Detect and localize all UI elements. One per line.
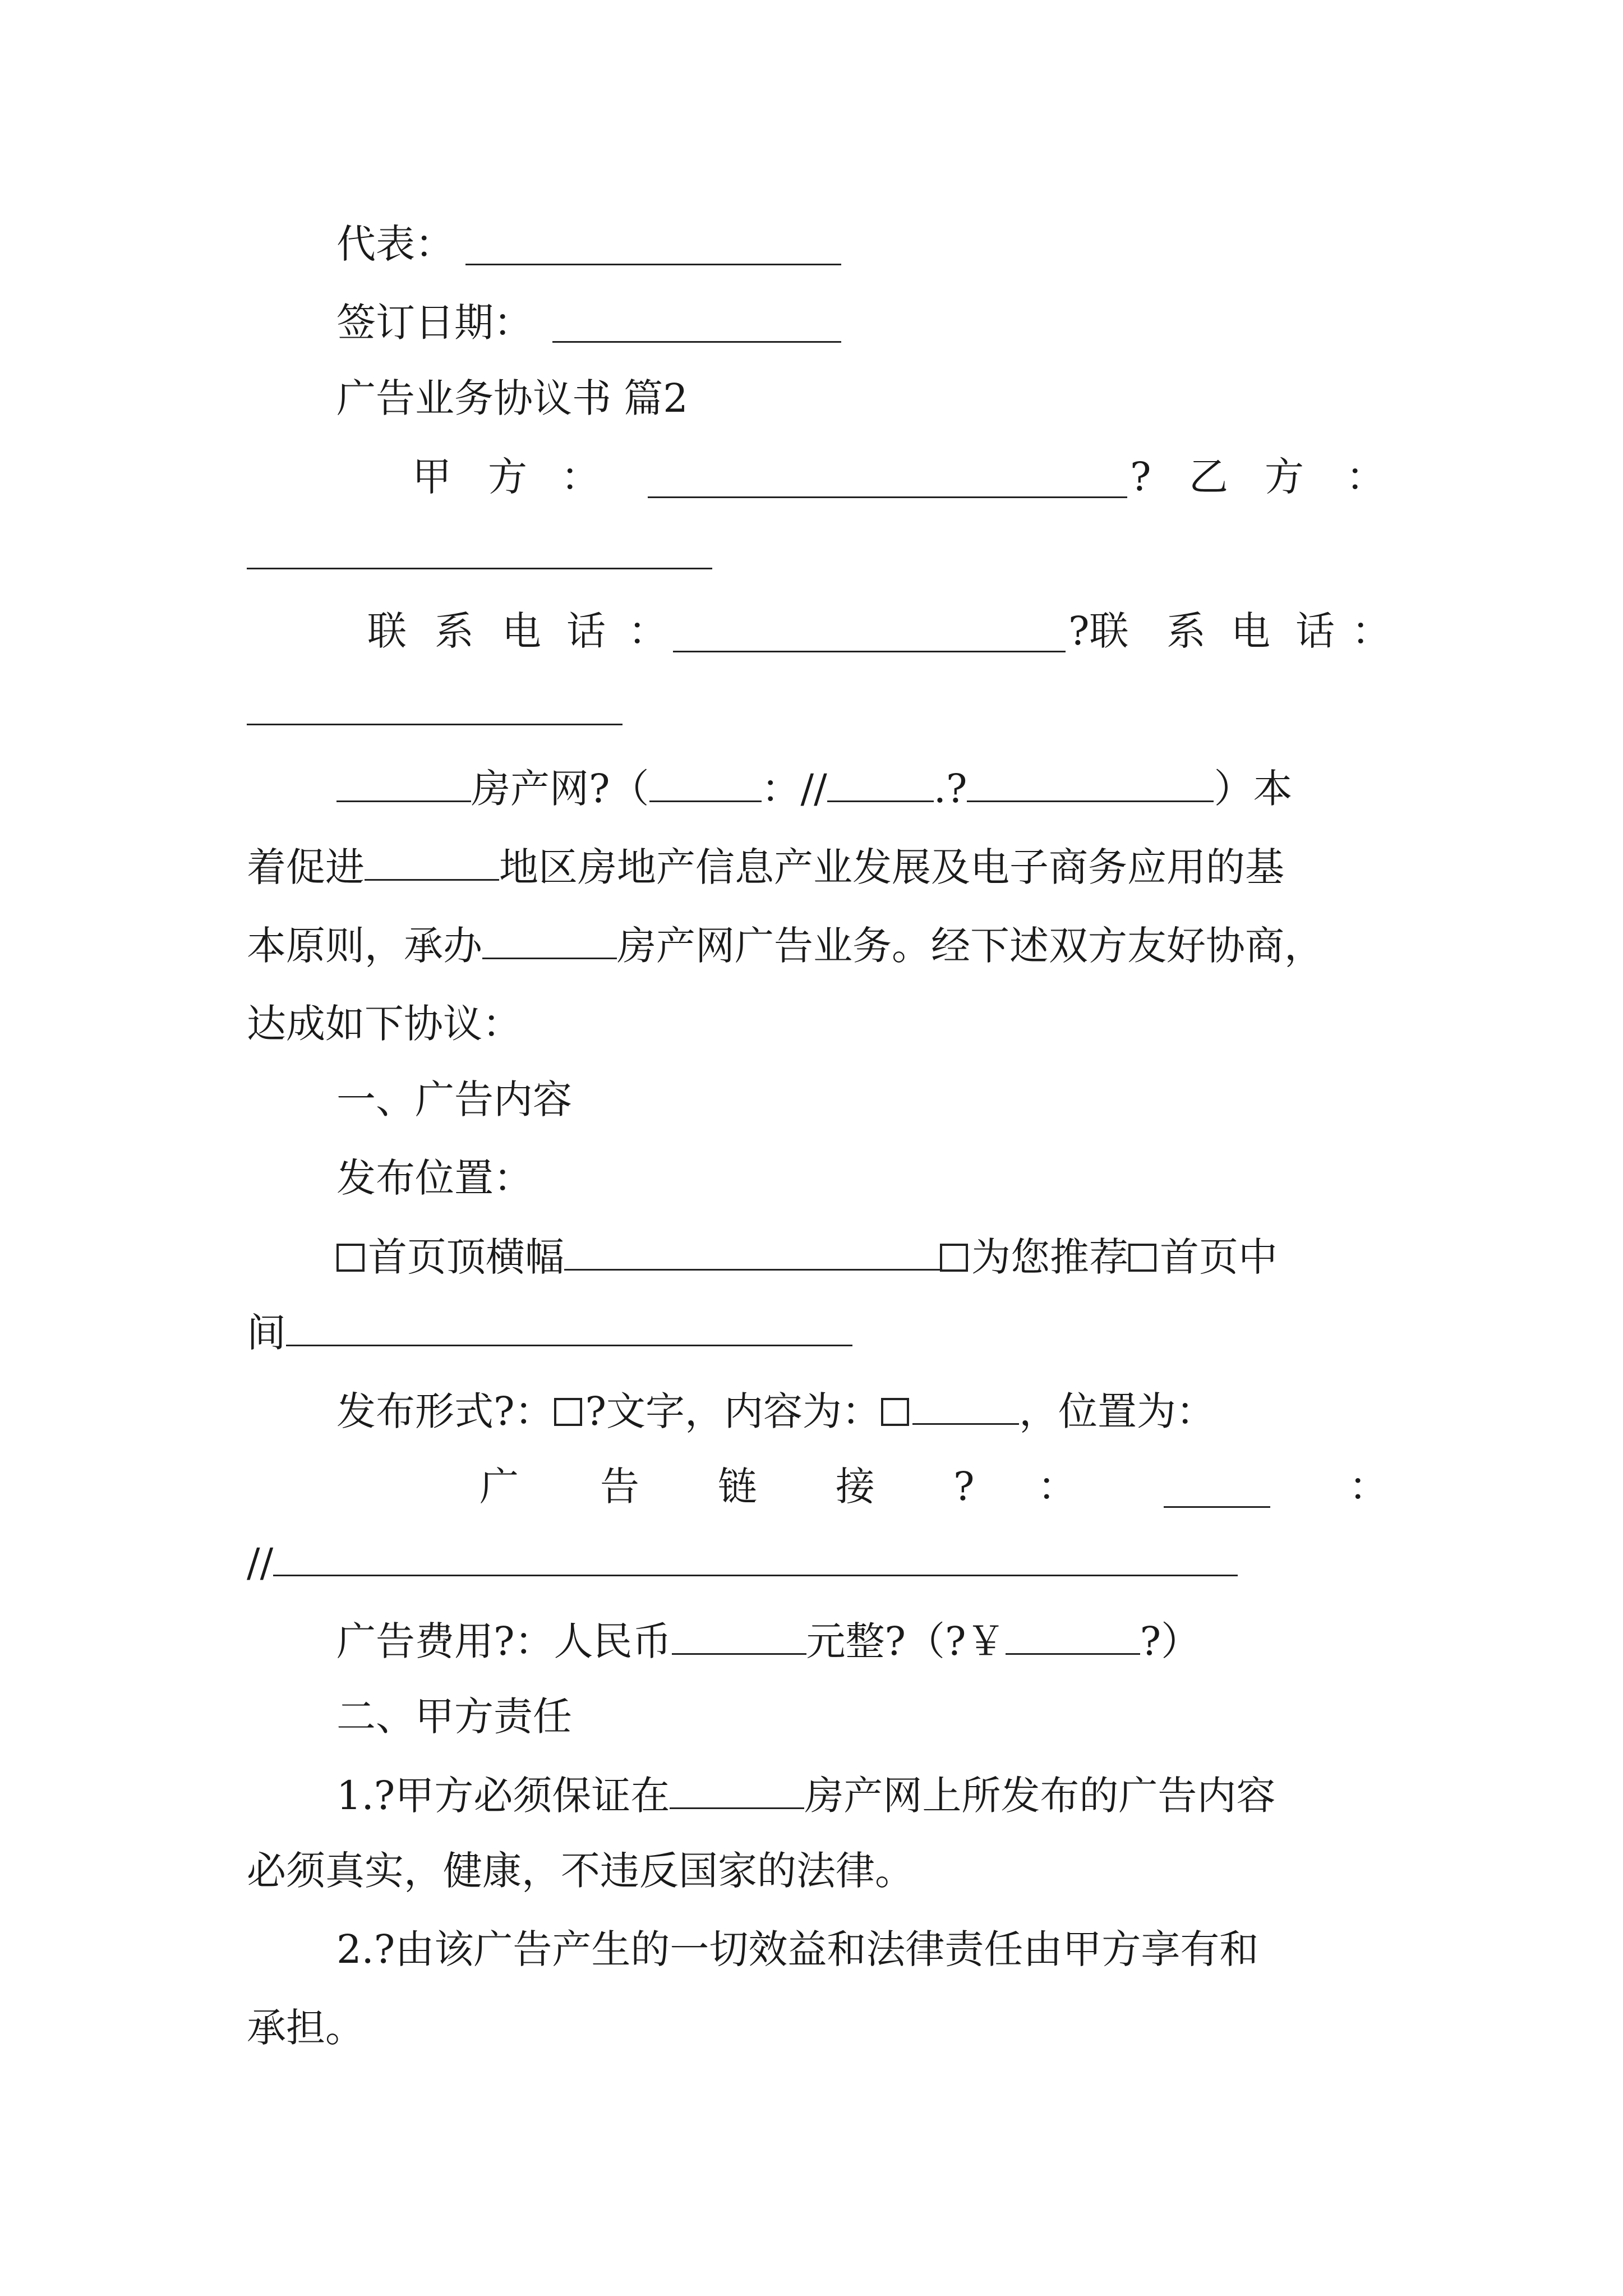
party-a-colon: ： <box>561 454 600 500</box>
duty-1-line-2: 必须真实，健康，不违反国家的法律。 <box>247 1848 914 1894</box>
phone-b-colon: ： <box>1352 608 1391 654</box>
checkbox-recommend[interactable] <box>940 1244 968 1272</box>
ad-link-url-line: // <box>247 1534 1391 1591</box>
publish-form-line: 发布形式?： ?文字，内容为： ，位置为： <box>336 1383 1391 1439</box>
domain-suffix-blank <box>967 760 1214 802</box>
phone-a-char-3: 电 <box>502 608 541 654</box>
ad-link-char-1: 广 <box>479 1464 519 1510</box>
phone-b-char-4: 话 <box>1295 608 1335 654</box>
checkbox-top-banner[interactable] <box>336 1244 365 1272</box>
paragraph-line-3: 本原则，承办 房产网广告业务。经下述双方友好协商， <box>247 917 1391 974</box>
top-banner-blank <box>564 1228 940 1271</box>
paragraph-line-2: 着促进 地区房地产信息产业发展及电子商务应用的基 <box>247 839 1391 895</box>
party-a-char-2: 方 <box>488 454 527 500</box>
checkbox-text[interactable] <box>554 1398 582 1426</box>
party-b-char-1: 乙 <box>1189 454 1228 500</box>
duty-site-blank <box>670 1767 804 1809</box>
phone-b-blank <box>247 724 623 725</box>
party-a-blank <box>648 496 1127 498</box>
domain-blank <box>827 760 934 802</box>
phone-a-colon: ： <box>628 608 667 654</box>
host-blank <box>482 917 617 959</box>
checkbox-home-middle[interactable] <box>1128 1244 1156 1272</box>
party-a-char-1: 甲 <box>412 454 451 500</box>
ad-link-colon-2: ： <box>1349 1464 1388 1510</box>
ad-link-colon: ： <box>1038 1464 1077 1510</box>
phone-b-char-1: ?联 <box>1068 608 1129 654</box>
phone-b-char-2: 系 <box>1166 608 1206 654</box>
home-middle-blank <box>286 1304 852 1346</box>
duty-1-line-1: 1.?甲方必须保证在 房产网上所发布的广告内容 <box>336 1767 1391 1824</box>
ad-link-protocol-blank <box>1164 1506 1270 1508</box>
ad-link-question: ? <box>953 1464 975 1510</box>
party-b-colon: ： <box>1346 454 1385 500</box>
content-blank <box>912 1383 1019 1425</box>
party-b-blank <box>247 568 712 569</box>
phone-a-blank <box>673 651 1066 652</box>
ad-link-url-blank <box>273 1534 1238 1576</box>
ad-fee-line: 广告费用?：人民币 元整?（?￥ ?） <box>336 1613 1391 1669</box>
sign-date-line <box>336 295 1391 351</box>
duty-2-line-2: 承担。 <box>247 2005 365 2051</box>
phone-a-char-2: 系 <box>435 608 474 654</box>
publish-position-label: 发布位置： <box>336 1155 533 1201</box>
section-title: 广告业务协议书 篇2 <box>336 375 688 421</box>
ad-link-char-3: 链 <box>718 1464 757 1510</box>
protocol-blank <box>649 760 762 802</box>
phone-a-char-1: 联 <box>367 608 407 654</box>
question-mark: ? <box>1130 454 1151 500</box>
position-options-line-2: 间 <box>247 1304 1391 1361</box>
region-blank <box>365 839 499 881</box>
position-options-line: 首页顶横幅 为您推荐 首页中 <box>336 1228 1391 1285</box>
checkbox-content[interactable] <box>881 1398 909 1426</box>
paragraph-line-4: 达成如下协议： <box>247 1001 522 1047</box>
section-ad-content: 一、广告内容 <box>336 1076 572 1122</box>
ad-link-char-2: 告 <box>600 1464 639 1510</box>
phone-b-char-3: 电 <box>1231 608 1270 654</box>
representative-blank <box>465 264 841 265</box>
website-line: 房产网?（ ：// .? ）本 <box>336 760 1391 817</box>
sign-date-blank <box>552 341 841 343</box>
representative-label: 代表： <box>336 221 454 267</box>
duty-2-line-1: 2.?由该广告产生的一切效益和法律责任由甲方享有和 <box>336 1926 1259 1972</box>
phone-a-char-4: 话 <box>566 608 606 654</box>
ad-link-char-4: 接 <box>836 1464 875 1510</box>
sign-date-label: 签订日期： <box>336 300 533 346</box>
fee-amount-blank <box>672 1613 806 1655</box>
party-b-char-2: 方 <box>1265 454 1304 500</box>
site-name-blank <box>336 760 471 802</box>
section-party-a-duty: 二、甲方责任 <box>336 1694 572 1740</box>
fee-number-blank <box>1006 1613 1140 1655</box>
